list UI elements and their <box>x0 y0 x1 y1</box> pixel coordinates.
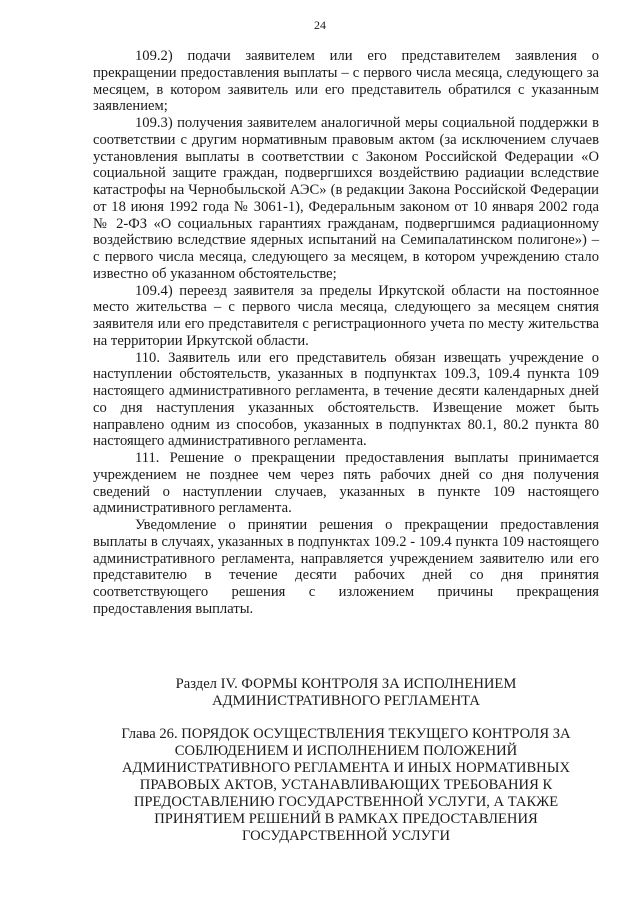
page-number: 24 <box>314 18 326 32</box>
paragraph-notification: Уведомление о принятии решения о прекращении предоставления выплаты в случаях, указанных в подпунктах 109.2 - 109.4 пункта 109 настоящего административного регламента, направляется учреждением заявителю или его представителю в течение десяти рабочих дней со дня принятия соответствующего решения с изложением причины прекращения предоставления выплаты. <box>93 517 599 617</box>
section-heading-line: АДМИНИСТРАТИВНОГО РЕГЛАМЕНТА <box>212 693 480 709</box>
chapter-heading-line: ПРИНЯТИЕМ РЕШЕНИЙ В РАМКАХ ПРЕДОСТАВЛЕНИЯ <box>154 811 538 827</box>
paragraph-109-2: 109.2) подачи заявителем или его представителем заявления о прекращении предоставления выплаты – с первого числа месяца, следующего за месяцем, в котором заявитель или его представитель обратился с указанным заявлением; <box>93 48 599 115</box>
section-heading-line: Раздел IV. ФОРМЫ КОНТРОЛЯ ЗА ИСПОЛНЕНИЕМ <box>175 676 517 692</box>
chapter-heading-line: СОБЛЮДЕНИЕМ И ИСПОЛНЕНИЕМ ПОЛОЖЕНИЙ <box>174 743 518 759</box>
paragraph-109-3: 109.3) получения заявителем аналогичной меры социальной поддержки в соответствии с другим нормативным правовым актом (за исключением случаев установления выплаты в соответствии с Законом Российской Федерации «О социальной защите граждан, подвергшихся воздействию радиации вследствие катастрофы на Чернобыльской АЭС» (в редакции Закона Российской Федерации от 18 июня 1992 года № 3061-1), Федеральным законом от 10 января 2002 года № 2-ФЗ «О социальных гарантиях гражданам, подвергшимся радиационному воздействию вследствие ядерных испытаний на Семипалатинском полигоне») – с первого числа месяца, следующего за месяцем, в котором учреждению стало известно об указанном обстоятельстве; <box>93 115 599 282</box>
chapter-heading-line: ПРАВОВЫХ АКТОВ, УСТАНАВЛИВАЮЩИХ ТРЕБОВАНИЯ К <box>139 777 553 793</box>
chapter-heading-line: ПРЕДОСТАВЛЕНИЮ ГОСУДАРСТВЕННОЙ УСЛУГИ, А ТАКЖЕ <box>133 794 559 810</box>
paragraph-110: 110. Заявитель или его представитель обязан извещать учреждение о наступлении обстоятельств, указанных в подпунктах 109.3, 109.4 пункта 109 настоящего административного регламента, в течение десяти календарных дней со дня наступления указанных обстоятельств. Извещение может быть направлено одним из способов, указанных в подпунктах 80.1, 80.2 пункта 80 настоящего административного регламента. <box>93 349 599 450</box>
paragraph-109-4: 109.4) переезд заявителя за пределы Иркутской области на постоянное место жительства – с первого числа месяца, следующего за месяцем снятия заявителя или его представителя с регистрационного учета по месту жительства на территории Иркутской области. <box>93 282 599 349</box>
document-body <box>93 48 599 618</box>
chapter-heading-line: Глава 26. ПОРЯДОК ОСУЩЕСТВЛЕНИЯ ТЕКУЩЕГО КОНТРОЛЯ ЗА <box>121 726 571 742</box>
paragraph-111: 111. Решение о прекращении предоставления выплаты принимается учреждением не позднее чем через пять рабочих дней со дня получения сведений о наступлении случаев, указанных в пункте 109 настоящего административного регламента. <box>93 450 599 517</box>
section-heading <box>93 676 599 710</box>
chapter-heading <box>93 726 599 845</box>
chapter-heading-line: ГОСУДАРСТВЕННОЙ УСЛУГИ <box>242 828 450 844</box>
chapter-heading-line: АДМИНИСТРАТИВНОГО РЕГЛАМЕНТА И ИНЫХ НОРМАТИВНЫХ <box>122 760 570 776</box>
